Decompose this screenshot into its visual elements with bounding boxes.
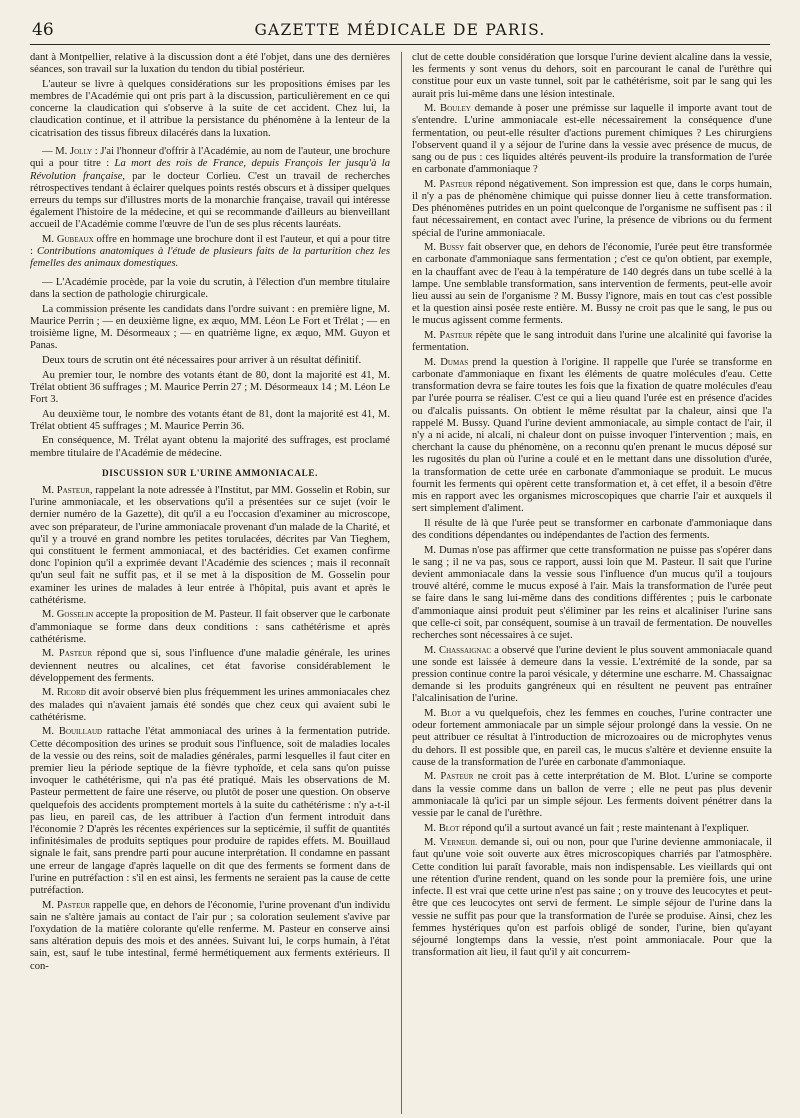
paragraph: — L'Académie procède, par la voie du scrutin, à l'élection d'un membre titulaire dans la section de pathologie chirurgicale.: [30, 277, 390, 301]
paragraph: Deux tours de scrutin ont été nécessaires pour arriver à un résultat définitif.: [42, 355, 362, 367]
book-title: La mort des rois de France, depuis François Ier jusqu'à la Révolution française,: [30, 158, 390, 182]
paragraph: Il résulte de là que l'urée peut se transformer en carbonate d'ammoniaque dans des conditions dépendantes ou indépendantes de l'action des ferments.: [412, 517, 772, 542]
paragraph: [30, 900, 390, 973]
left-column: [30, 52, 390, 1114]
speaker-name: M. Ricord: [42, 687, 86, 699]
speaker-name: M. Verneuil: [424, 837, 478, 849]
text-run: J'ai l'honneur d'offrir à l'Académie, au nom de l'auteur, une brochure qui a pour titre :: [30, 146, 390, 170]
paragraph: [412, 708, 772, 769]
text-run: rappelant la note adressée à l'Institut, par MM. Gosselin et Robin, sur l'urine ammoniacale, et les observations qu'il a présentées sur ce sujet (voir le dernier numéro de la Gazette), dit qu'il a eu l'occasion d'examiner au microscope, avec son préparateur, de l'urine ammoniacale provenant d'un malade de la Charité, et qu'il y a trouvé en grand nombre les petites torulacées, décrites par Van Tieghem, qui constituent le ferment ammoniacal, et des bactéridies. Cet examen confirme donc l'opinion qu'il a exprimée devant l'Académie des sciences ; mais il reconnaît qu'un seul fait ne suffit pas, et il se met à la disposition de M. Gosselin pour examiner les urines de malades à leur entrée à l'hôpital, puis avant et après le cathétérisme.: [30, 485, 390, 606]
right-column: [412, 52, 772, 1114]
paragraph: [412, 771, 772, 820]
text-run: offre en hommage une brochure dont il est l'auteur, et qui a pour titre :: [30, 234, 390, 258]
book-title: Contributions anatomiques à l'étude de plusieurs faits de la parturition chez les femelles des animaux domestiques.: [30, 246, 390, 270]
text-run: répond que si, sous l'influence d'une maladie générale, les urines deviennent neutres ou alcalines, cet état favorise considérablement le développement des ferments.: [30, 648, 390, 684]
text-run: rappelle que, en dehors de l'économie, l'urine provenant d'un individu sain ne s'altère jamais au contact de l'air pur ; sa coloration seulement s'avive par l'oxydation de la matière colorante qu'elle renferme. M. Pasteur en conserve ainsi sans altération depuis des mois et des années. Suivant lui, le corps humain, à l'état sain, est, sauf le tube intestinal, fermé hermétiquement aux ferments extérieurs. Il con-: [30, 899, 390, 972]
text-run: dit avoir observé bien plus fréquemment les urines ammoniacales chez des malades qui n'avaient jamais été sondés que chez ceux qui avaient subi le cathétérisme.: [30, 687, 390, 723]
paragraph: [30, 648, 390, 685]
speaker-name: M. Pasteur: [42, 899, 91, 911]
speaker-name: M. Pasteur: [424, 178, 473, 190]
text-run: ne croit pas à cette interprétation de M. Blot. L'urine se comporte dans la vessie comme dans un ballon de verre ; elle ne peut pas plus devenir ammoniacale là qu'ici par un simple séjour. Les ferments doivent pénétrer dans la vessie par le canal de l'urèthre.: [412, 771, 772, 820]
text-run: fait observer que, en dehors de l'économie, l'urée peut être transformée en carbonate d'ammoniaque sans fermentation ; c'est ce qu'on obtient, par exemple, en la chauffant avec de l'eau à la température de 140 degrés dans un tube scellé à la lampe. Une semblable transformation, sans intervention de ferments, peut-elle avoir lieu aussi au sein de l'organisme ? M. Bussy l'ignore, mais en tout cas c'est possible et la question ainsi posée reste entière. M. Bussy ne croit pas que le sang, le pus ou le mucus agissent comme ferments.: [412, 242, 772, 327]
text-run: répond qu'il a surtout avancé un fait ; reste maintenant à l'expliquer.: [459, 822, 749, 834]
paragraph: L'auteur se livre à quelques considérations sur les propositions émises par les membres de l'Académie qui ont pris part à la discussion, particulièrement en ce qui concerne la claudication qui s'observe à la suite de cet accident. Chez lui, la claudication continue, et il attribue la persistance du phénomène à la lenteur de la cicatrisation des tissus fibreux dilacérés dans la luxation.: [30, 78, 390, 139]
text-run: rattache l'état ammoniacal des urines à la fermentation putride. Cette décomposition des urines se produit sous l'influence, soit de maladies locales de la vessie ou des reins, soit de maladies générales, parmi lesquelles il faut citer en premier lieu la période septique de la fièvre typhoïde, et cela sans qu'on puisse invoquer le cathétérisme, qui n'a pas été pratiqué. Mais les observations de M. Pasteur permettent de faire une réserve, ou plutôt de poser une question. On observe quelquefois des accidents promptement mortels à la suite du cathétérisme : n'y a-t-il pas lieu, en pareil cas, de les attribuer à l'action d'un ferment introduit dans l'économie ? D'après les récentes expériences sur la septicémie, il suffit de quantités infinitésimales de produits septiques pour produire de rapides effets. M. Bouillaud signale le fait, sans prendre parti pour aucune interprétation. Il condamne en passant une erreur de langage d'après laquelle on dit que des ferments se forment dans de l'urine en putréfaction : s'il en est ainsi, les ferments ne seraient pas la cause de cette putréfaction.: [30, 726, 390, 897]
paragraph: [30, 609, 390, 646]
paragraph: dant à Montpellier, relative à la discussion dont a été l'objet, dans une des dernières séances, son travail sur la luxation du tendon du tibial postérieur.: [30, 52, 390, 76]
paragraph: [412, 179, 772, 240]
paragraph: [412, 357, 772, 516]
text-run: prend la question à l'origine. Il rappelle que l'urée se transforme en carbonate d'ammoniaque en fixant les éléments de quatre molécules d'eau. Cette transformation devra se faire toutes les fois que la fixation de quatre molécules d'eau par l'urée pourra se réaliser. C'est ce qui a lieu quand l'urée est en présence d'acides ou d'alcalis puissants. On obtient le même résultat par la chaleur, ainsi que l'a rappelé M. Bussy. Quand l'urine devient ammoniacale, au simple contact de l'air, il n'y a ni acide, ni alcali, ni chaleur dont on puisse invoquer l'intervention ; mais, en cherchant la cause du phénomène, on a reconnu qu'en prenant le mucus déposé sur les rugosités du plan où l'urine a coulé et en le mettant dans une dissolution d'urée, la transformation de cette urée en carbonate d'ammoniaque se produit. Le mucus fournit les ferments qui opèrent cette transformation et, à cet effet, il a besoin d'être mis en rapport avec les organismes microscopiques que charrie l'air et auxquels il sert simplement d'aliment.: [412, 356, 772, 515]
speaker-name: M. Bussy: [424, 242, 465, 254]
text-run: demande à poser une prémisse sur laquelle il importe avant tout de s'entendre. L'urine ammoniacale est-elle nécessairement la conséquence d'une fermentation, ou peut-elle résulter d'actions purement chimiques ? Les chirurgiens l'observent quand il y a séjour de l'urine dans la vessie avec présence de mucus, de sang ou de pus : ces liquides altérés peuvent-ils produire la transformation de l'urée en carbonate d'ammoniaque ?: [412, 103, 772, 176]
page-number: 46: [32, 20, 54, 40]
text-run: accepte la proposition de M. Pasteur. Il fait observer que le carbonate d'ammoniaque se forme dans deux conditions : sans cathétérisme et après cathétérisme.: [30, 609, 390, 645]
paragraph: Au premier tour, le nombre des votants étant de 80, dont la majorité est 41, M. Trélat obtient 36 suffrages ; M. Maurice Perrin 27 ; M. Désormeaux 14 ; M. Léon Le Fort 3.: [30, 369, 390, 406]
speaker-name: M. Gosselin: [42, 609, 94, 621]
speaker-name: M. Dumas: [424, 356, 469, 368]
paragraph: [30, 485, 390, 607]
paragraph: [412, 837, 772, 959]
speaker-name: M. Chassaignac: [424, 644, 492, 656]
paragraph: [30, 234, 390, 271]
speaker-name: M. Blot: [424, 708, 462, 720]
speaker-name: M. Pasteur: [42, 648, 93, 660]
text-run: répète que le sang introduit dans l'urine une alcalinité qui favorise la fermentation.: [412, 330, 772, 354]
paragraph: [412, 330, 772, 354]
speaker-name: M. Blot: [424, 822, 460, 834]
speaker-name: M. Pasteur: [424, 771, 474, 783]
paragraph: [30, 687, 390, 724]
speaker-name: M. Bouley: [424, 103, 471, 115]
speaker-name: M. Gubeaux: [42, 234, 94, 246]
paragraph: — M. Jolly : J'ai l'honneur d'offrir à l'Académie, au nom de l'auteur, une brochure qui a pour titre : La mort des rois de France, depuis François Ier jusqu'à la Révolution française, par le docteur Corlieu. C'est un travail de recherches rétrospectives tendant à éclairer quelques points restés obscurs et à dissiper quelques erreurs du temps sur d'illustres morts de la monarchie française, travail qui intéresse également l'histoire de la médecine, et qui se recommande d'ailleurs au bienveillant accueil de l'Académie comme l'œuvre de l'un de ses plus récents lauréats.: [30, 146, 390, 231]
column-divider: [401, 52, 402, 1114]
speaker-name: M. Bouillaud: [42, 726, 103, 738]
page-header: [30, 12, 770, 45]
text-run: a vu quelquefois, chez les femmes en couches, l'urine contracter une odeur fortement ammoniacale par un simple séjour prolongé dans la vessie. On ne peut attribuer ce résultat à l'introduction de microzoaires ou de microphytes venus du dehors. Il est possible que, en pareil cas, le mucus s'altère et devienne ensuite la cause de la transformation de l'urée en carbonate d'ammoniaque.: [412, 708, 772, 768]
text-run: répond négativement. Son impression est que, dans le corps humain, il n'y a pas de phénomène chimique qui puisse donner lieu à cette transformation. Des phénomènes putrides en un point quelconque de l'organisme ne suffisent pas : il faut nécessairement, en contact avec l'urine, la présence de vibrions ou du ferment spécial de l'urine ammoniacale.: [412, 178, 772, 239]
text-run: a observé que l'urine devient le plus souvent ammoniacale quand une sonde est laissée à demeure dans la vessie. L'extrémité de la sonde, par sa pression continue contre la paroi vésicale, y détermine une escharre. M. Chassaignac demande si les produits gangréneux qui en résultent ne peuvent pas entraîner l'alcalinisation de l'urine.: [412, 644, 772, 705]
paragraph: clut de cette double considération que lorsque l'urine devient alcaline dans la vessie, les ferments y sont venus du dehors, soit en parcourant le canal de l'urèthre qui constitue pour eux un vaste tunnel, soit par le cathétérisme, soit par le sang qui les aurait pris lui-même dans une lésion intestinale.: [412, 52, 772, 100]
speaker-name: M. Pasteur,: [42, 485, 93, 497]
speaker-name: M. Jolly :: [55, 146, 98, 158]
paragraph: [412, 103, 772, 176]
paragraph: [412, 823, 772, 835]
paragraph: Au deuxième tour, le nombre des votants étant de 81, dont la majorité est 41, M. Trélat obtient 45 suffrages ; M. Maurice Perrin 36.: [30, 408, 390, 432]
paragraph: [412, 242, 772, 327]
paragraph: M. Dumas n'ose pas affirmer que cette transformation ne puisse pas s'opérer dans le sang ; il ne va pas, sous ce rapport, aussi loin que M. Pasteur. Il sait que l'urine devient ammoniacale dans la vessie sous l'influence d'un mucus qu'il a toujours trouvé altéré, comme le mucus exposé à l'air. Mais la transformation de l'urée peut se faire dans le sang lui-même dans des conditions différentes ; puis le carbonate d'ammoniaque ainsi produit peut s'éliminer par les reins et alcaliniser l'urine sans que celle-ci soit, par conséquent, soumise à un travail de fermentation. De nouvelles recherches sont nécessaires à ce sujet.: [412, 544, 772, 642]
paragraph: En conséquence, M. Trélat ayant obtenu la majorité des suffrages, est proclamé membre titulaire de l'Académie de médecine.: [30, 435, 390, 459]
paragraph: La commission présente les candidats dans l'ordre suivant : en première ligne, M. Maurice Perrin ; — en deuxième ligne, ex æquo, MM. Léon Le Fort et Trélat ; — en troisième ligne, M. Désormeaux ; — en quatrième ligne, ex æquo, MM. Guyon et Panas.: [30, 303, 390, 352]
speaker-name: M. Pasteur: [424, 330, 473, 342]
paragraph: [30, 726, 390, 897]
text-run: par le docteur Corlieu. C'est un travail de recherches rétrospectives tendant à éclairer quelques points restés obscurs et à dissiper quelques erreurs du temps sur d'illustres morts de la monarchie française, travail qui intéresse également l'histoire de la médecine, et qui se recommande d'ailleurs au bienveillant accueil de l'Académie comme l'œuvre de l'un de ses plus récents lauréats.: [30, 170, 390, 231]
text-run: demande si, oui ou non, pour que l'urine devienne ammoniacale, il faut qu'une voie soit ouverte aux êtres microscopiques charriés par l'atmosphère. Cette condition lui paraît favorable, mais non indispensable. Les vieillards qui ont une rétention d'urine rendent, quand on les sonde pour la première fois, une urine infecte. Il est vrai que cette urine n'est pas saine ; on y trouve des leucocytes et peut-être que ces leucocytes ont servi de ferment. Le simple séjour de l'urine dans la vessie ne suffit pas pour que la transformation de l'urée se produise. Ainsi, chez les femmes hystériques qu'on est parfois obligé de sonder, l'urine, bien qu'ayant séjourné longtemps dans la vessie, n'est point ammoniacale. Pour que la transformation ait lieu, il faut qu'il y ait concurrem-: [412, 837, 772, 959]
text-columns: [30, 52, 772, 1114]
paragraph: [412, 645, 772, 706]
journal-title: GAZETTE MÉDICALE DE PARIS.: [254, 21, 546, 39]
section-heading: DISCUSSION SUR L'URINE AMMONIACALE.: [101, 467, 318, 478]
